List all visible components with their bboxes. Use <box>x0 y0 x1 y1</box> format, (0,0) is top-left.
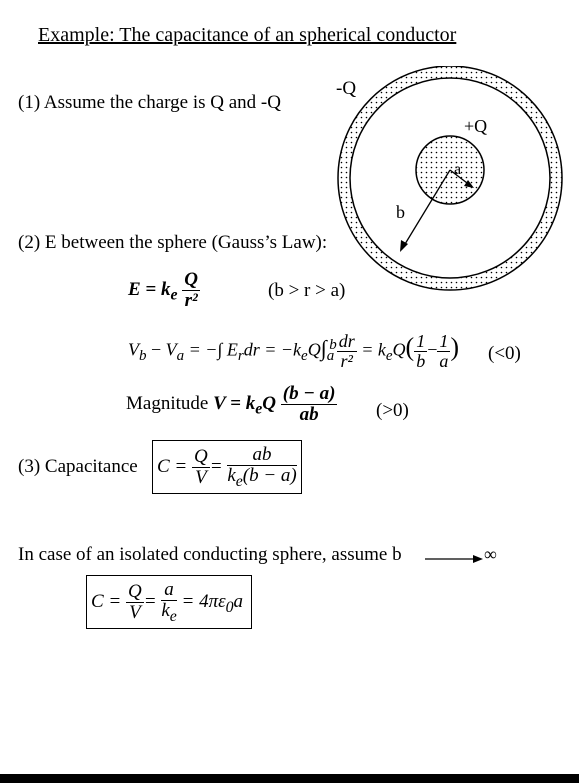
step-1-text: (1) Assume the charge is Q and -Q <box>18 92 281 113</box>
magnitude-equation: Magnitude $V = k_eQ$ $\frac{(b - a)}{ab}$ <box>126 383 336 425</box>
capacitance-box <box>152 440 302 494</box>
efield-equation: $E = k_e$ $\frac{Q}{\text{r²}}$ <box>128 269 199 311</box>
radius-b-label: b <box>396 202 405 222</box>
isolated-capacitance-box <box>86 575 252 629</box>
spherical-capacitor-diagram <box>330 66 575 291</box>
infinity-symbol: ∞ <box>484 544 497 564</box>
inner-charge-label: +Q <box>464 116 488 136</box>
capacitance-formula: C = $\frac{Q}{V}$ = $\frac{ab}{k_e(b - a)}$ <box>157 444 297 490</box>
radius-a-label: a <box>454 161 462 178</box>
bottom-scan-border <box>0 774 579 783</box>
step-2-text: (2) E between the sphere (Gauss’s Law): <box>18 232 328 253</box>
step-3-text: (3) Capacitance <box>18 456 138 477</box>
efield-fraction: $\frac{Q}{\text{r²}}$ <box>184 269 199 311</box>
outer-charge-label: -Q <box>336 78 357 99</box>
isolated-capacitance-formula: C = $\frac{Q}{V}$ = $\frac{a}{k_e}$ = $4\pi\varepsilon_0a$ <box>91 579 244 625</box>
efield-condition: (b > r > a) <box>268 280 346 301</box>
tends-to-arrow-icon <box>425 552 485 566</box>
potential-condition: (<0) <box>488 343 521 364</box>
potential-equation: $V_b - V_a$ = −∫ $E_rdr = -k_eQ\int_a^b$ $\frac{dr}{\text{r²}}$ = $k_eQ$( $\frac{1}{b}$ − $\frac{1}{a}$ ) <box>128 331 460 371</box>
page-title: Example: The capacitance of an spherical conductor <box>38 24 457 46</box>
isolated-sphere-text: In case of an isolated conducting sphere, assume b <box>18 544 402 565</box>
magnitude-condition: (>0) <box>376 400 409 421</box>
